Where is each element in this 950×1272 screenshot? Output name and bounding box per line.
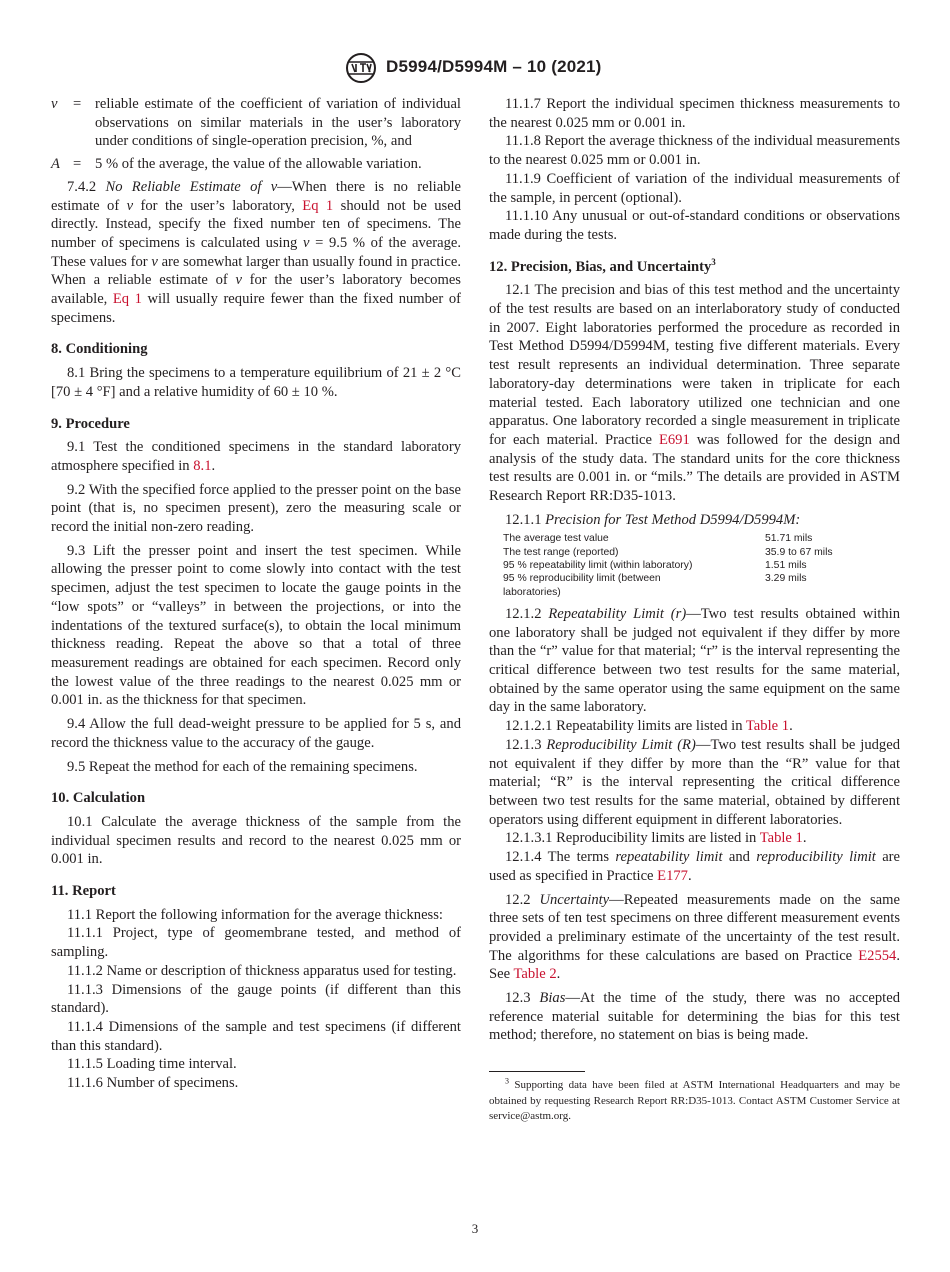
eq1-link[interactable]: Eq 1 bbox=[302, 197, 334, 214]
section-heading-procedure: 9. Procedure bbox=[51, 415, 130, 432]
report-item: 11.1.10 Any unusual or out-of-standard conditions or observations made during the tests. bbox=[489, 208, 900, 243]
paragraph-12-1-4: 12.1.4 The terms repeatability limit and reproducibility limit are used as specified in Practice E177. bbox=[489, 849, 901, 884]
page-header bbox=[0, 52, 950, 86]
definition-symbol: A bbox=[51, 156, 60, 173]
report-item: 11.1 Report the following information for the average thickness: bbox=[67, 906, 443, 923]
table-cell-value: 3.29 mils bbox=[765, 573, 807, 585]
table-row bbox=[503, 532, 900, 545]
section-heading-calculation: 10. Calculation bbox=[51, 790, 146, 807]
paragraph-10-1: 10.1 Calculate the average thickness of the sample from the individual specimen results and record to the nearest 0.025 mm or 0.001 in. bbox=[51, 813, 461, 868]
paragraph-12-1-3: 12.1.3 Reproducibility Limit (R)—Two test results shall be judged not equivalent if they differ by more than the “R” value for that material; “R” is the interval representing the critical difference between two test results for the same material, obtained by different operators using different equipment in different laboratories. bbox=[489, 736, 900, 828]
astm-logo-icon bbox=[343, 52, 379, 84]
page-number: 3 bbox=[471, 1221, 479, 1236]
table-cell-label: 95 % repeatability limit (within laboratory) bbox=[503, 560, 693, 572]
definition-v bbox=[51, 95, 461, 151]
report-item: 11.1.8 Report the average thickness of the individual measurements to the nearest 0.025 mm or 0.001 in. bbox=[489, 133, 901, 169]
section-heading-conditioning: 8. Conditioning bbox=[51, 341, 148, 358]
table-row bbox=[503, 572, 900, 599]
paragraph-9-3: 9.3 Lift the presser point and insert the test specimen. While allowing the presser point to come slowly into contact with the test specimen, adjust the test specimen to locate the gauge points in the “low spots” or “valleys” in between the projections, or into the indentations of the textured surface(s), to obtain the local minimum thickness reading. Repeat the above so that a total of three measurement readings are obtained for each specimen. Record only the lowest value of the three readings to the nearest 0.025 mm or 0.001 in. as the thickness for that specimen. bbox=[51, 542, 461, 709]
right-column bbox=[489, 95, 900, 1129]
table-row bbox=[503, 559, 900, 572]
report-item: 11.1.2 Name or description of thickness apparatus used for testing. bbox=[67, 962, 457, 979]
table-cell-value: 51.71 mils bbox=[765, 533, 813, 545]
definition-equals: = bbox=[73, 96, 82, 112]
table-1-link[interactable]: Table 1 bbox=[759, 830, 803, 847]
report-item: 11.1.5 Loading time interval. bbox=[67, 1056, 237, 1073]
table-cell-value: 35.9 to 67 mils bbox=[765, 546, 833, 558]
table-cell-value: 1.51 mils bbox=[765, 560, 807, 572]
paragraph-12-1-1: 12.1.1 Precision for Test Method D5994/D5994M: bbox=[505, 511, 801, 528]
definition-text: 5 % of the average, the value of the allowable variation. bbox=[95, 156, 422, 173]
report-item: 11.1.6 Number of specimens. bbox=[67, 1075, 239, 1092]
paragraph-7-4-2: 7.4.2 No Reliable Estimate of v—When there is no reliable estimate of v for the user’s laboratory, Eq 1 should not be used directly. Instead, specify the fixed number ten of specimens. The number of specimens is calculated using v = 9.5 % of the average. These values for v are somewhat larger than usually found in practice. When a reliable estimate of v for the user’s laboratory becomes available, Eq 1 will usually require fewer than the fixed number of specimens. bbox=[51, 178, 462, 326]
table-row bbox=[503, 546, 900, 559]
report-item: 11.1.7 Report the individual specimen thickness measurements to the nearest 0.025 mm or 0.001 in. bbox=[489, 96, 900, 131]
precision-table bbox=[503, 532, 900, 598]
section-heading-report: 11. Report bbox=[51, 883, 116, 900]
paragraph-12-1-2-1: 12.1.2.1 Repeatability limits are listed in Table 1. bbox=[505, 718, 793, 735]
eq1-link[interactable]: Eq 1 bbox=[112, 291, 142, 308]
left-column bbox=[51, 95, 461, 1093]
paragraph-9-1: 9.1 Test the conditioned specimens in the standard laboratory atmosphere specified in 8.1. bbox=[51, 439, 461, 474]
paragraph-12-1-3-1: 12.1.3.1 Reproducibility limits are listed in Table 1. bbox=[505, 830, 807, 847]
definition-a bbox=[51, 155, 461, 174]
paragraph-12-1-2: 12.1.2 Repeatability Limit (r)—Two test results obtained within one laboratory shall be judged not equivalent if they differ by more than the “r” value for that material; “r” is the interval representing the critical difference between two test results for the same material, obtained by the same operator using the same equipment on the same day in the same laboratory. bbox=[489, 605, 900, 716]
table-cell-label: The average test value bbox=[503, 533, 609, 545]
definition-equals: = bbox=[73, 156, 82, 173]
paragraph-12-1: 12.1 The precision and bias of this test method and the uncertainty of the test results are based on an interlaboratory study of conducted in 2007. Eight laboratories performed the procedure as recorded in Test Method D5994/D5994M, testing five different materials. Every test result represents an individual determination. Three separate laboratory-day determinations were taken in triplicate for each material tested. Each laboratory utilized one technician and one apparatus. One laboratory recorded a single measurement in triplicate for each material. Practice E691 was followed for the design and analysis of the study data. The standard units for the core thickness test results are 0.001 in. or “mils.” The details are provided in ASTM Research Report RR:D35-1013. bbox=[489, 282, 900, 505]
definition-text: reliable estimate of the coefficient of variation of individual observations on similar materials in the user’s laboratory under conditions of single-operation precision, %, and bbox=[95, 96, 461, 150]
paragraph-9-5: 9.5 Repeat the method for each of the remaining specimens. bbox=[67, 758, 418, 775]
section-heading-precision: 12. Precision, Bias, and Uncertainty$^3$ bbox=[489, 256, 716, 275]
section-8-1-link[interactable]: 8.1 bbox=[193, 457, 212, 474]
table-cell-label: 95 % reproducibility limit (between laboratories) bbox=[503, 573, 661, 598]
footnote-ref[interactable]: 3 bbox=[711, 256, 716, 267]
e2554-link[interactable]: E2554 bbox=[858, 947, 897, 964]
report-item: 11.1.4 Dimensions of the sample and test specimens (if different than this standard). bbox=[51, 1018, 461, 1054]
footnote: $^3$ Supporting data have been filed at ASTM International Headquarters and may be obtained by requesting Research Report RR:D35-1013. Contact ASTM Customer Service at service@astm.org. bbox=[489, 1076, 901, 1122]
footnote-divider bbox=[489, 1071, 585, 1072]
paragraph-8-1: 8.1 Bring the specimens to a temperature equilibrium of 21 ± 2 °C [70 ± 4 °F] and a relative humidity of 60 ± 10 %. bbox=[51, 365, 461, 400]
paragraph-12-2: 12.2 Uncertainty—Repeated measurements made on the same three sets of ten test specimens on three different measurement events provided a preliminary estimate of the uncertainty of the test result. The algorithms for these calculations are based on Practice E2554. See Table 2. bbox=[489, 891, 900, 983]
report-item: 11.1.1 Project, type of geomembrane tested, and method of sampling. bbox=[51, 925, 461, 961]
paragraph-9-4: 9.4 Allow the full dead-weight pressure to be applied for 5 s, and record the thickness value to the accuracy of the gauge. bbox=[51, 716, 461, 751]
definition-symbol: v bbox=[51, 96, 58, 112]
e691-link[interactable]: E691 bbox=[658, 431, 690, 448]
document-designation: D5994/D5994M – 10 (2021) bbox=[386, 57, 602, 76]
table-cell-label: The test range (reported) bbox=[503, 546, 619, 558]
report-item: 11.1.9 Coefficient of variation of the individual measurements of the sample, in percent (optional). bbox=[489, 170, 900, 206]
paragraph-9-2: 9.2 With the specified force applied to the presser point on the base point (that is, no specimen present), zero the measuring scale or record the initial non-zero reading. bbox=[51, 481, 461, 536]
paragraph-12-3: 12.3 Bias—At the time of the study, there was no accepted reference material suitable for determining the bias for this test method; therefore, no statement on bias is being made. bbox=[489, 990, 900, 1044]
e177-link[interactable]: E177 bbox=[657, 867, 688, 884]
table-2-link[interactable]: Table 2 bbox=[513, 966, 557, 983]
table-1-link[interactable]: Table 1 bbox=[745, 718, 790, 735]
report-item: 11.1.3 Dimensions of the gauge points (if different than this standard). bbox=[51, 981, 461, 1017]
